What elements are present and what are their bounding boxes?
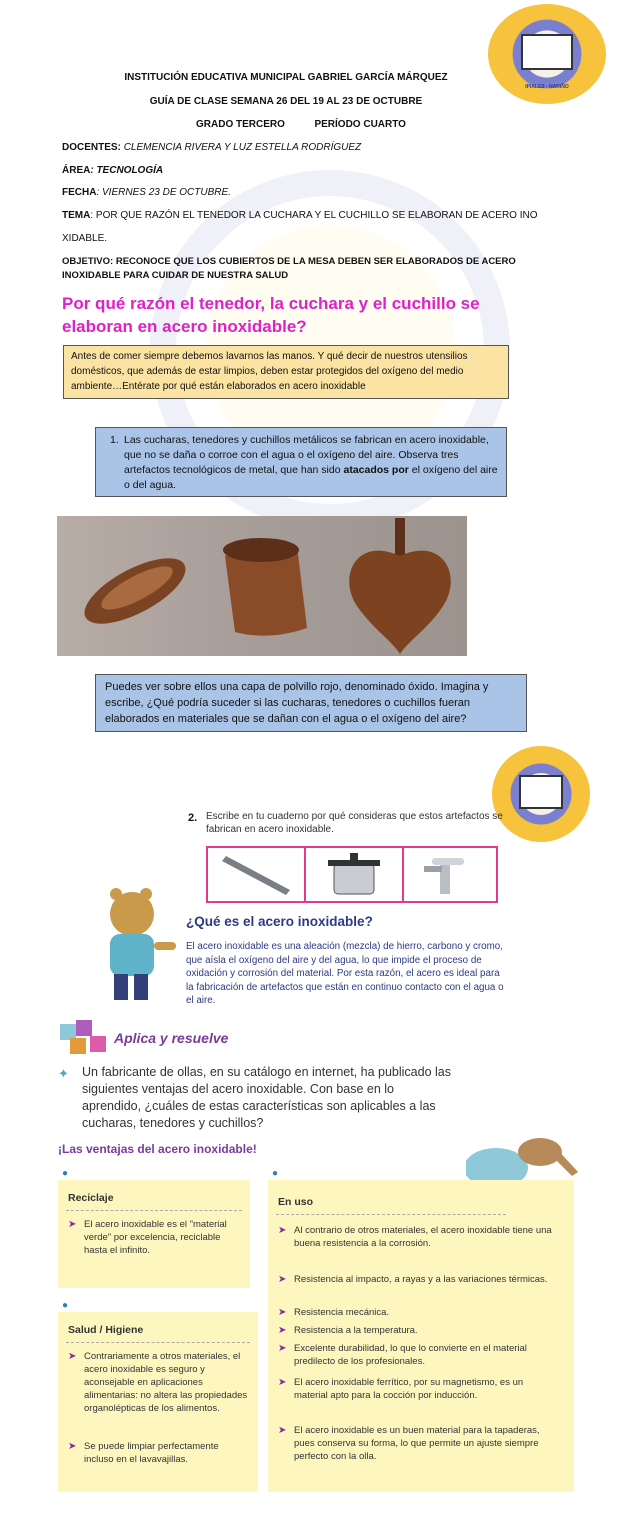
item1-text-end: el oxígeno del aire o del agua. (124, 464, 498, 491)
grade-line (196, 119, 406, 130)
docentes-label: DOCENTES: (62, 142, 121, 153)
salud-item-1 (68, 1350, 250, 1415)
en-uso-title: En uso (278, 1196, 314, 1208)
card-divider (66, 1210, 242, 1211)
tema-line (62, 210, 538, 221)
faucet-cell (404, 848, 496, 901)
reciclaje-card (58, 1180, 250, 1288)
reciclaje-item (68, 1218, 246, 1257)
arrow-icon: ➤ (278, 1307, 287, 1318)
seal-book-icon (521, 34, 573, 70)
card-divider-2 (66, 1342, 250, 1343)
tema-line-2: XIDABLE. (62, 233, 108, 244)
rusted-heart-tool (349, 551, 451, 654)
area-label: ÁREA (62, 165, 91, 176)
en-uso-text-5: Excelente durabilidad, lo que lo convierte en el material predilecto de los profesionales. (294, 1343, 527, 1367)
en-uso-text-6: El acero inoxidable ferrítico, por su magnetismo, es un material apto para la cocción por inducción. (294, 1377, 524, 1401)
en-uso-text-7: El acero inoxidable es un buen material para la tapaderas, pues conserva su forma, lo que permite un ajuste siempre perfecto con la olla. (294, 1425, 540, 1462)
hippo-character (96, 886, 180, 1006)
rusted-objects-illustration (57, 516, 467, 656)
salud-text-2: Se puede limpiar perfectamente incluso en el lavavajillas. (84, 1441, 219, 1465)
pin-icon: ● (62, 1168, 69, 1179)
aplica-body: Un fabricante de ollas, en su catálogo en internet, ha publicado las siguientes ventajas del acero inoxidable. Con base en lo aprendido, ¿cuáles de estas características son aplicables a las cucharas, tenedores y cuchillos? (82, 1065, 451, 1130)
school-seal-top (488, 4, 606, 104)
objetivo-line: OBJETIVO: RECONOCE QUE LOS CUBIERTOS DE LA MESA DEBEN SER ELABORADOS DE ACERO (62, 256, 516, 267)
item1-bold: atacados por (343, 464, 409, 476)
salud-title: Salud / Higiene (68, 1324, 144, 1336)
en-uso-item-7 (278, 1424, 556, 1463)
arrow-icon: ➤ (278, 1225, 287, 1236)
tema-label: TEMA (62, 210, 91, 221)
en-uso-text-2: Resistencia al impacto, a rayas y a las variaciones térmicas. (294, 1274, 548, 1285)
pin-icon-2: ● (62, 1300, 69, 1311)
pin-icon-3: ● (272, 1168, 279, 1179)
what-is-title: ¿Qué es el acero inoxidable? (186, 914, 373, 929)
item1-text: Las cucharas, tenedores y cuchillos metálicos se fabrican en acero inoxidable, que no se daña o corroe con el agua o el oxígeno del aire. Observa tres artefactos tecnológicos de metal, que han sido (124, 434, 489, 476)
bone-plate-icon (208, 848, 304, 901)
ventajas-title: ¡Las ventajas del acero inoxidable! (58, 1142, 257, 1156)
institution-name: INSTITUCIÓN EDUCATIVA MUNICIPAL GABRIEL GARCÍA MÁRQUEZ (124, 72, 448, 83)
fecha-value: : VIERNES 23 DE OCTUBRE. (96, 187, 231, 198)
arrow-icon: ➤ (278, 1377, 287, 1388)
arrow-icon: ➤ (278, 1325, 287, 1336)
item2-number: 2. (188, 812, 198, 824)
arrow-icon: ➤ (278, 1343, 287, 1354)
en-uso-text-1: Al contrario de otros materiales, el acero inoxidable tiene una buena resistencia a la corrosión. (294, 1225, 552, 1249)
salud-card (58, 1312, 258, 1492)
salud-item-2 (68, 1440, 250, 1466)
en-uso-item-4 (278, 1324, 556, 1337)
star-bullet-icon: ✦ (58, 1066, 69, 1081)
fecha-line (62, 187, 231, 198)
reciclaje-text: El acero inoxidable es el "material verde" por excelencia, reciclable hasta el infinito. (84, 1219, 227, 1256)
objetivo-line-2: INOXIDABLE PARA CUIDAR DE NUESTRA SALUD (62, 270, 289, 281)
page-title: Por qué razón el tenedor, la cuchara y el cuchillo se elaboran en acero inoxidable? (62, 294, 480, 336)
en-uso-item-6 (278, 1376, 556, 1402)
docentes-value: CLEMENCIA RIVERA Y LUZ ESTELLA RODRÍGUEZ (123, 142, 362, 153)
arrow-icon: ➤ (68, 1219, 77, 1230)
pressure-cooker-icon (306, 848, 402, 901)
arrow-icon: ➤ (278, 1274, 287, 1285)
hippo-icon (96, 886, 180, 1006)
en-uso-item-1 (278, 1224, 556, 1250)
puzzle-icon (58, 1018, 114, 1056)
faucet-icon (404, 848, 496, 901)
item1-number: 1. (110, 434, 119, 446)
en-uso-item-3 (278, 1306, 556, 1319)
area-line (62, 165, 163, 176)
bone-plate-cell (208, 848, 306, 901)
fecha-label: FECHA (62, 187, 97, 198)
artifacts-table (206, 846, 498, 903)
en-uso-item-5 (278, 1342, 556, 1368)
week-line: GUÍA DE CLASE SEMANA 26 DEL 19 AL 23 DE OCTUBRE (149, 96, 423, 107)
area-value: : TECNOLOGÍA (90, 165, 164, 176)
seal-book-icon-2 (519, 775, 562, 810)
reciclaje-title: Reciclaje (68, 1192, 114, 1204)
en-uso-text-4: Resistencia a la temperatura. (294, 1325, 418, 1336)
rusted-objects-photo (57, 516, 467, 656)
intro-box: Antes de comer siempre debemos lavarnos las manos. Y qué decir de nuestros utensilios domésticos, que además de estar limpios, deben estar protegidos del oxígeno del medio ambiente…Entérate por qué están elaborados en acero inoxidable (63, 345, 509, 399)
en-uso-item-2 (278, 1273, 556, 1286)
salud-text-1: Contrariamente a otros materiales, el acero inoxidable es seguro y aconsejable en aplicaciones alimentarias: no altera las propiedades organolépticas de los alimentos. (84, 1351, 248, 1414)
oxide-box: Puedes ver sobre ellos una capa de polvillo rojo, denominado óxido. Imagina y escribe, ¿Qué podría suceder si las cucharas, tenedores o cuchillos fueran elaborados en materiales que se dañan con el agua o el oxígeno del aire? (95, 674, 527, 732)
en-uso-card (268, 1180, 574, 1492)
seal-caption: IPIALES - NARIÑO (525, 84, 569, 90)
item1-box (95, 427, 507, 497)
arrow-icon: ➤ (68, 1441, 77, 1452)
en-uso-text-3: Resistencia mecánica. (294, 1307, 390, 1318)
aplica-title: Aplica y resuelve (114, 1030, 229, 1046)
school-seal-bottom (492, 746, 590, 842)
arrow-icon: ➤ (278, 1425, 287, 1436)
item2-text: Escribe en tu cuaderno por qué consideras que estos artefactos se fabrican en acero inoxidable. (206, 811, 503, 835)
grade: GRADO TERCERO (196, 119, 285, 130)
arrow-icon: ➤ (68, 1351, 77, 1362)
docentes-line (62, 142, 361, 153)
what-is-body: El acero inoxidable es una aleación (mezcla) de hierro, carbono y cromo, que aísla el oxígeno del aire y del agua, lo que impide el proceso de oxidación y corrosión del material. Por esta razón, el acero es ideal para la fabricación de artefactos que están en continuo contacto con el agua o el aire. (186, 941, 504, 1006)
pressure-cooker-cell (306, 848, 404, 901)
period: PERÍODO CUARTO (314, 119, 406, 130)
card-divider-3 (276, 1214, 506, 1215)
tema-value: : POR QUE RAZÓN EL TENEDOR LA CUCHARA Y EL CUCHILLO SE ELABORAN DE ACERO INO (90, 210, 538, 221)
